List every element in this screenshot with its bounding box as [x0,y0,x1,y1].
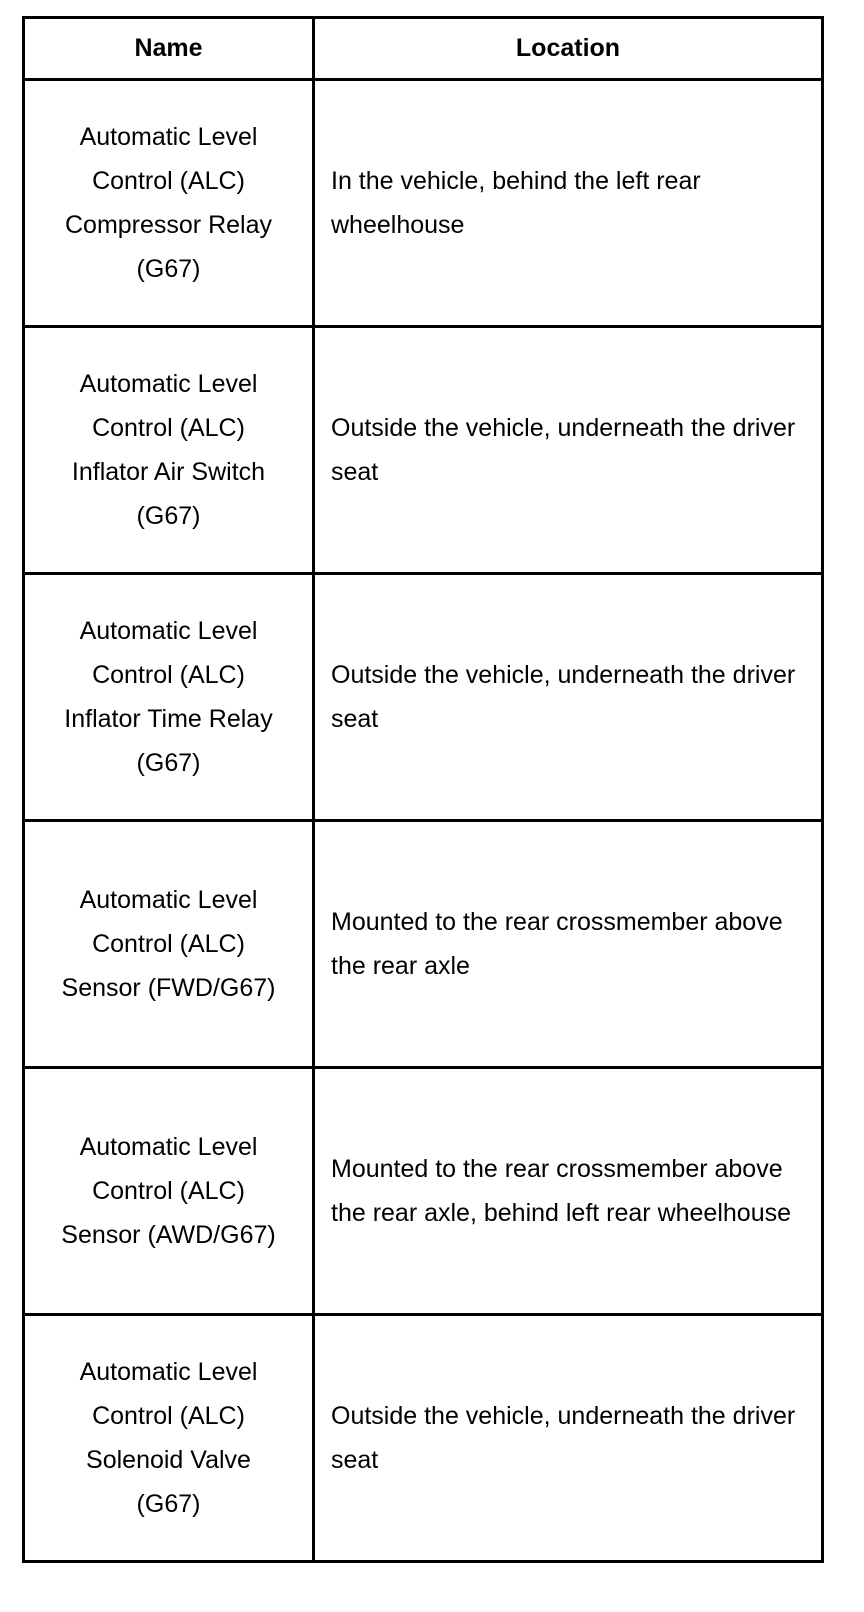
component-name-line: Inflator Air Switch [71,458,266,486]
component-name-line: Automatic Level [79,1133,258,1161]
header-location: Location [314,18,823,80]
component-name-line: Automatic Level [79,370,258,398]
table-row [24,1315,823,1562]
component-name-line: (G67) [136,502,201,530]
component-location-cell: In the vehicle, behind the left rear wheelhouse [314,80,823,327]
component-location-cell: Mounted to the rear crossmember above the rear axle, behind left rear wheelhouse [314,1068,823,1315]
component-name-line: Control (ALC) [92,1177,245,1205]
component-name-line: (G67) [136,749,201,777]
component-name-cell [24,821,314,1068]
table-row [24,327,823,574]
component-name-line: Inflator Time Relay [64,705,273,733]
component-name-line: (G67) [136,1490,201,1518]
component-name-line: Control (ALC) [92,661,245,689]
component-location-cell: Outside the vehicle, underneath the driver seat [314,1315,823,1562]
table-row [24,821,823,1068]
component-name-line: Automatic Level [79,617,258,645]
component-name-cell [24,1068,314,1315]
component-name-cell [24,327,314,574]
table-row [24,1068,823,1315]
component-location-cell: Mounted to the rear crossmember above the rear axle [314,821,823,1068]
header-name: Name [24,18,314,80]
component-name-cell [24,574,314,821]
component-name-line: Sensor (AWD/G67) [61,1221,276,1249]
component-location-cell: Outside the vehicle, underneath the driver seat [314,327,823,574]
component-name-line: Automatic Level [79,886,258,914]
component-name-cell [24,80,314,327]
table-row [24,574,823,821]
component-name-line: Automatic Level [79,123,258,151]
component-location-table [22,16,824,1563]
component-name-line: Solenoid Valve [86,1446,251,1474]
table-row [24,80,823,327]
component-name-line: Control (ALC) [92,1402,245,1430]
component-name-line: Sensor (FWD/G67) [61,974,276,1002]
component-name-line: Control (ALC) [92,167,245,195]
component-name-line: Compressor Relay [64,211,272,239]
component-name-line: (G67) [136,255,201,283]
component-name-cell [24,1315,314,1562]
component-name-line: Control (ALC) [92,930,245,958]
component-location-cell: Outside the vehicle, underneath the driver seat [314,574,823,821]
component-name-line: Automatic Level [79,1358,258,1386]
component-name-line: Control (ALC) [92,414,245,442]
header-row [24,18,823,80]
